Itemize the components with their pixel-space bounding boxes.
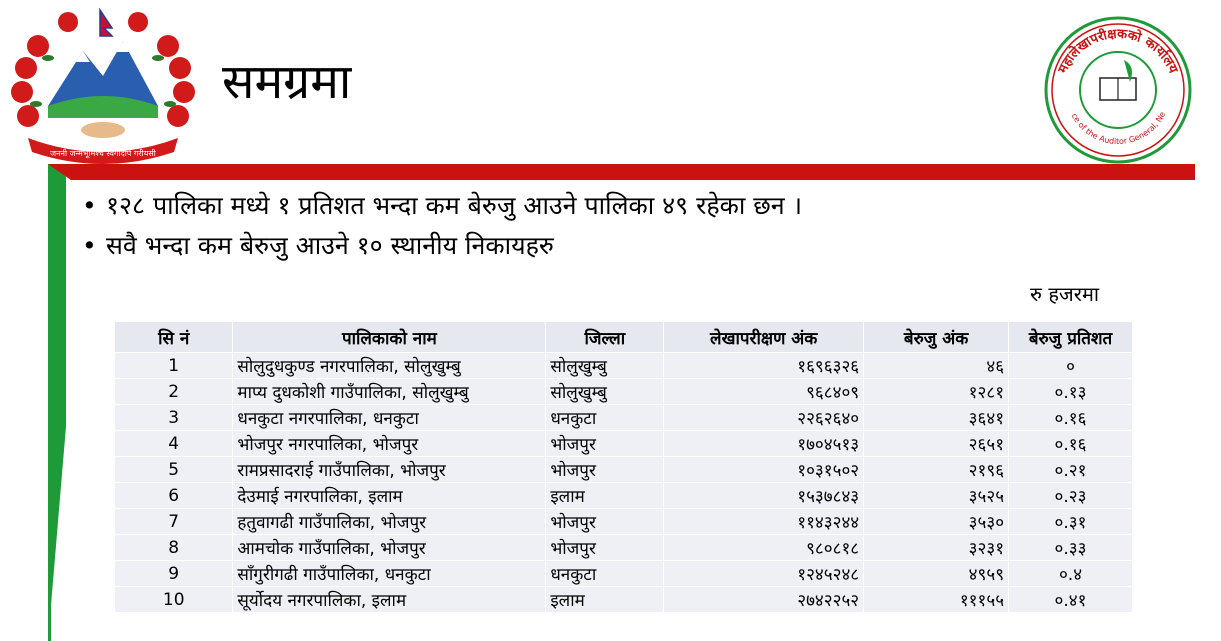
lowest-irregularity-table: [115, 322, 1133, 612]
table-row: [115, 431, 1133, 457]
cell-audit-amount: १७०४५१३: [664, 431, 864, 457]
cell-municipality: सोलुदुधकुण्ड नगरपालिका, सोलुखुम्बु: [233, 353, 546, 379]
cell-municipality: साँगुरीगढी गाउँपालिका, धनकुटा: [233, 561, 546, 587]
decorative-red-bar: [48, 164, 1195, 180]
cell-irregularity-amount: ३५३०: [864, 509, 1009, 535]
page-title: समग्रमा: [222, 54, 352, 110]
column-header-irregularity-percent: बेरुजु प्रतिशत: [1009, 322, 1133, 353]
cell-district: सोलुखुम्बु: [546, 353, 664, 379]
cell-municipality: आमचोक गाउँपालिका, भोजपुर: [233, 535, 546, 561]
cell-irregularity-percent: ०.२१: [1009, 457, 1133, 483]
cell-irregularity-percent: ०: [1009, 353, 1133, 379]
cell-irregularity-percent: ०.१३: [1009, 379, 1133, 405]
table-row: [115, 483, 1133, 509]
cell-irregularity-amount: ४९५९: [864, 561, 1009, 587]
cell-audit-amount: १०३१५०२: [664, 457, 864, 483]
cell-irregularity-percent: ०.१६: [1009, 405, 1133, 431]
cell-serial: 7: [115, 509, 233, 535]
column-header-municipality: पालिकाको नाम: [233, 322, 546, 353]
table-row: [115, 379, 1133, 405]
table-row: [115, 587, 1133, 613]
cell-municipality: सूर्योदय नगरपालिका, इलाम: [233, 587, 546, 613]
cell-serial: 6: [115, 483, 233, 509]
cell-audit-amount: २७४२२५२: [664, 587, 864, 613]
cell-audit-amount: ९८०८१८: [664, 535, 864, 561]
cell-municipality: भोजपुर नगरपालिका, भोजपुर: [233, 431, 546, 457]
cell-irregularity-percent: ०.२३: [1009, 483, 1133, 509]
cell-serial: 9: [115, 561, 233, 587]
cell-district: भोजपुर: [546, 509, 664, 535]
bullet-item: • सवै भन्दा कम बेरुजु आउने १० स्थानीय निकायहरु: [82, 226, 802, 266]
cell-municipality: धनकुटा नगरपालिका, धनकुटा: [233, 405, 546, 431]
cell-serial: 8: [115, 535, 233, 561]
cell-audit-amount: १२४५२४८: [664, 561, 864, 587]
cell-audit-amount: १६९६३२६: [664, 353, 864, 379]
table-row: [115, 509, 1133, 535]
cell-irregularity-amount: २१९६: [864, 457, 1009, 483]
cell-audit-amount: ९६८४०९: [664, 379, 864, 405]
cell-irregularity-percent: ०.४: [1009, 561, 1133, 587]
cell-district: धनकुटा: [546, 561, 664, 587]
cell-district: इलाम: [546, 483, 664, 509]
cell-irregularity-amount: ४६: [864, 353, 1009, 379]
cell-municipality: हतुवागढी गाउँपालिका, भोजपुर: [233, 509, 546, 535]
bullet-item: • १२८ पालिका मध्ये १ प्रतिशत भन्दा कम बेरुजु आउने पालिका ४९ रहेका छन ।: [82, 186, 802, 226]
bullet-list: [82, 186, 802, 266]
nepal-emblem-icon: [8, 6, 198, 168]
table-header-row: [115, 322, 1133, 353]
cell-irregularity-amount: १११५५: [864, 587, 1009, 613]
cell-serial: 3: [115, 405, 233, 431]
cell-irregularity-percent: ०.४१: [1009, 587, 1133, 613]
cell-audit-amount: १५३७८४३: [664, 483, 864, 509]
cell-district: भोजपुर: [546, 431, 664, 457]
cell-serial: 1: [115, 353, 233, 379]
bullet-dot-icon: •: [82, 231, 97, 260]
cell-irregularity-percent: ०.१६: [1009, 431, 1133, 457]
column-header-irregularity-amount: बेरुजु अंक: [864, 322, 1009, 353]
cell-irregularity-percent: ०.३१: [1009, 509, 1133, 535]
seal-text-en: ce of the Auditor General, Ne: [1069, 110, 1168, 147]
cell-serial: 4: [115, 431, 233, 457]
cell-irregularity-amount: २६५१: [864, 431, 1009, 457]
cell-district: भोजपुर: [546, 457, 664, 483]
decorative-green-line: [48, 180, 51, 641]
cell-serial: 5: [115, 457, 233, 483]
column-header-district: जिल्ला: [546, 322, 664, 353]
cell-audit-amount: ११४३२४४: [664, 509, 864, 535]
cell-irregularity-amount: १२८१: [864, 379, 1009, 405]
table-row: [115, 535, 1133, 561]
cell-irregularity-amount: ३६४१: [864, 405, 1009, 431]
cell-district: भोजपुर: [546, 535, 664, 561]
cell-municipality: रामप्रसादराई गाउँपालिका, भोजपुर: [233, 457, 546, 483]
table-row: [115, 457, 1133, 483]
svg-text:जननी जन्मभूमिश्च स्वर्गादपि गर: जननी जन्मभूमिश्च स्वर्गादपि गरीयसी: [50, 149, 156, 158]
cell-municipality: देउमाई नगरपालिका, इलाम: [233, 483, 546, 509]
column-header-audit-amount: लेखापरीक्षण अंक: [664, 322, 864, 353]
cell-audit-amount: २२६२६४०: [664, 405, 864, 431]
cell-irregularity-amount: ३५२५: [864, 483, 1009, 509]
cell-district: धनकुटा: [546, 405, 664, 431]
cell-irregularity-amount: ३२३१: [864, 535, 1009, 561]
cell-irregularity-percent: ०.३३: [1009, 535, 1133, 561]
cell-serial: 2: [115, 379, 233, 405]
table-row: [115, 353, 1133, 379]
unit-note: रु हजरमा: [1030, 282, 1100, 306]
seal-text: महालेखापरीक्षकको कार्यालय: [1055, 26, 1181, 76]
cell-district: सोलुखुम्बु: [546, 379, 664, 405]
column-header-serial: सि नं: [115, 322, 233, 353]
cell-serial: 10: [115, 587, 233, 613]
cell-district: इलाम: [546, 587, 664, 613]
table-row: [115, 561, 1133, 587]
bullet-dot-icon: •: [82, 191, 97, 220]
table-row: [115, 405, 1133, 431]
auditor-general-seal-icon: [1040, 16, 1196, 164]
cell-municipality: माप्य दुधकोशी गाउँपालिका, सोलुखुम्बु: [233, 379, 546, 405]
